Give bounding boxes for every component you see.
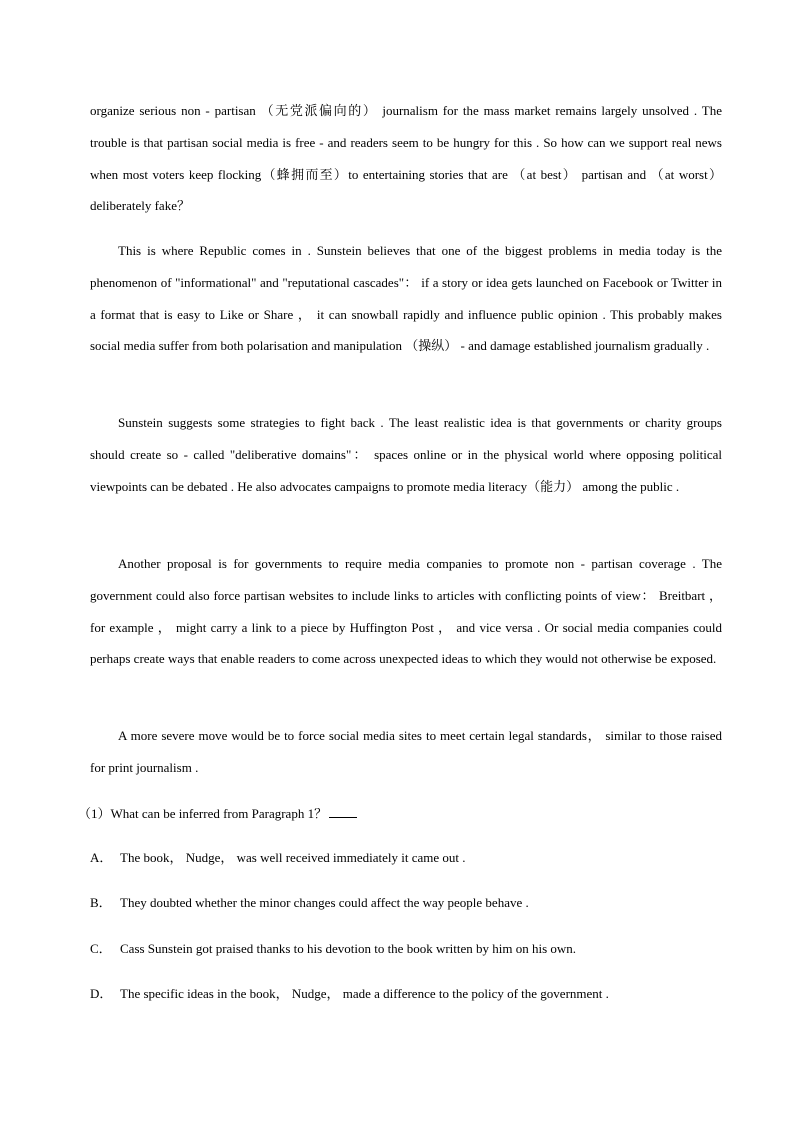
option-letter: B． (90, 895, 112, 910)
option-b[interactable] (90, 889, 529, 917)
paragraph-1: organize serious non - partisan （无党派偏向的） journalism for the mass market remains largely unsolved . The trouble is that partisan social media is free - and readers seem to be hungry for this . So how can we support real news when most voters keep flocking（蜂拥而至）to entertaining stories that are （at best） partisan and （at worst） deliberately fake？ (90, 103, 722, 214)
paragraph-2: This is where Republic comes in . Sunstein believes that one of the biggest problems in media today is the phenomenon of "informational" and "reputational cascades"： if a story or idea gets launched on Facebook or Twitter in a format that is easy to Like or Share ， it can snowball rapidly and influence public opinion . This probably makes social media suffer from both polarisation and manipulation （操纵） - and damage established journalism gradually . (90, 243, 722, 354)
answer-blank[interactable] (329, 805, 357, 818)
question-1 (78, 800, 357, 828)
option-letter: C． (90, 941, 112, 956)
option-d[interactable] (90, 980, 609, 1008)
question-text: （1）What can be inferred from Paragraph 1？ (78, 806, 328, 821)
option-text: Cass Sunstein got praised thanks to his devotion to the book written by him on his own. (120, 941, 577, 956)
option-text: The book， Nudge， was well received immediately it came out . (120, 850, 466, 865)
option-a[interactable] (90, 844, 465, 872)
paragraph-4: Another proposal is for governments to require media companies to promote non - partisan coverage . The government could also force partisan websites to include links to articles with conflicting points of view： Breitbart ， for example ， might carry a link to a piece by Huffington Post ， and vice versa . Or social media companies could perhaps create ways that enable readers to come across unexpected ideas to which they would not otherwise be exposed. (90, 556, 722, 667)
option-text: The specific ideas in the book， Nudge， made a difference to the policy of the government . (120, 986, 609, 1001)
option-letter: D． (90, 986, 113, 1001)
option-c[interactable] (90, 935, 576, 963)
paragraph-3: Sunstein suggests some strategies to fight back . The least realistic idea is that governments or charity groups should create so - called "deliberative domains"： spaces online or in the physical world where opposing political viewpoints can be debated . He also advocates campaigns to promote media literacy（能力） among the public . (90, 415, 722, 494)
option-text: They doubted whether the minor changes could affect the way people behave . (120, 895, 529, 910)
option-letter: A． (90, 850, 113, 865)
paragraph-5: A more severe move would be to force social media sites to meet certain legal standards， similar to those raised for print journalism . (90, 728, 722, 775)
